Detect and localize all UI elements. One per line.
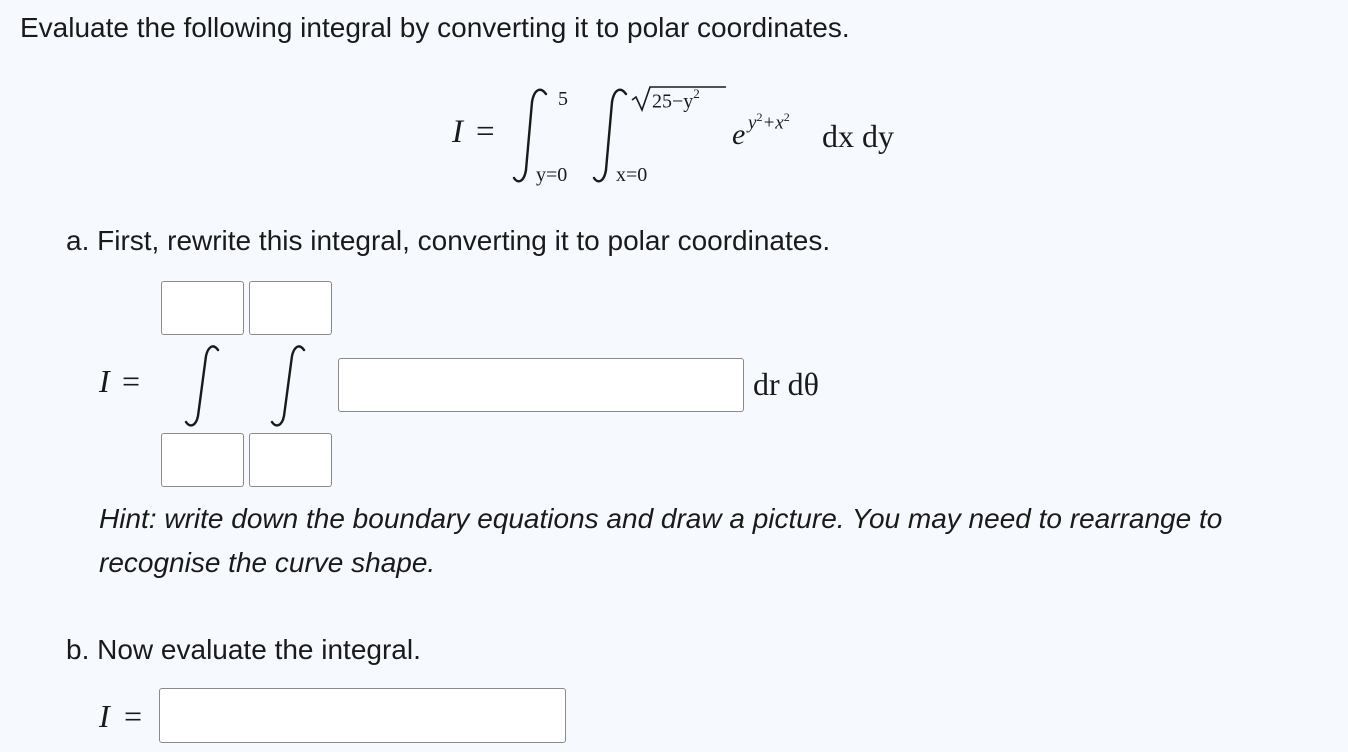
part-a-lhs: I [99, 363, 110, 399]
integrand-base: e [732, 118, 746, 151]
problem-prompt: Evaluate the following integral by converting it to polar coordinates. [20, 12, 850, 43]
final-answer-input[interactable] [159, 688, 566, 743]
outer-upper-limit: 5 [558, 88, 568, 110]
part-b-lhs: I [99, 698, 110, 734]
polar-inner-integral-sign-icon [266, 344, 310, 428]
inner-upper-limit-input[interactable] [249, 281, 332, 335]
polar-outer-integral-sign-icon [180, 344, 224, 428]
inner-lower-limit: x=0 [616, 164, 648, 186]
outer-lower-limit-input[interactable] [161, 433, 244, 487]
hint-text: Hint: write down the boundary equations and draw a picture. You may need to rearrange to recognise the curve shape. [99, 503, 1223, 578]
inner-upper-limit: $25-y^2$ [652, 86, 700, 113]
given-equals: = [476, 114, 495, 150]
inner-lower-limit-input[interactable] [249, 433, 332, 487]
polar-integrand-input[interactable] [338, 358, 744, 412]
given-lhs: I [452, 114, 463, 150]
part-a-equals: = [122, 363, 141, 399]
outer-lower-limit: y=0 [536, 164, 568, 186]
polar-differentials: dr dθ [753, 366, 819, 402]
outer-upper-limit-input[interactable] [161, 281, 244, 335]
part-b-equals: = [124, 698, 143, 734]
integrand-exponent: $y^2+x^2$ [748, 110, 790, 134]
part-b-label: b. Now evaluate the integral. [66, 634, 421, 665]
given-differentials: dx dy [822, 118, 894, 154]
part-a-label: a. First, rewrite this integral, converting it to polar coordinates. [66, 225, 831, 256]
